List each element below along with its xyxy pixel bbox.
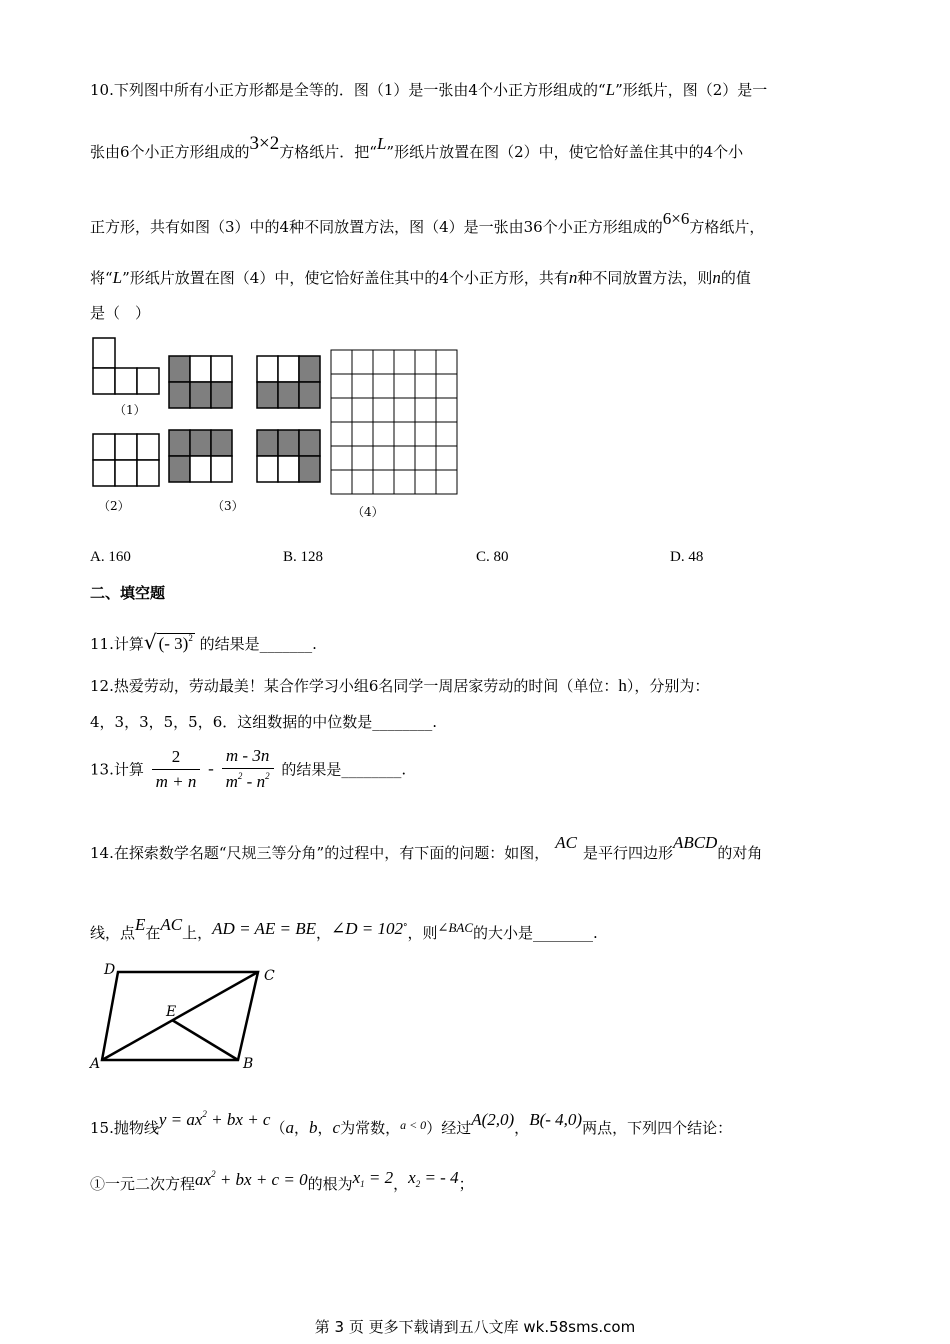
figure-2-label: （2） [98, 499, 130, 513]
grid-cell [436, 446, 457, 470]
grid-cell [352, 446, 373, 470]
grid-cell [415, 422, 436, 446]
option-b: B. 128 [283, 549, 324, 565]
q15-item1: ①一元二次方程$ax^2$ + bx + c = 0的根为$x_1 = 2$，$x_2$ = - 4； [90, 1168, 474, 1193]
grid-cell [352, 350, 373, 374]
grid-cell [352, 422, 373, 446]
grid-cell [373, 446, 394, 470]
option-a: A. 160 [90, 549, 131, 565]
q15-line1: 15.抛物线$y = ax^2$ + bx + c（a，b，c为常数，$^{a < 0}$）经过A(2,0)，B(- 4,0)两点，下列四个结论： [90, 1109, 733, 1137]
grid-cell [436, 350, 457, 374]
fraction-1: $\frac{2}{m + n}$ [152, 747, 201, 792]
q14-parallelogram-figure [88, 960, 288, 1075]
grid-cell [331, 470, 352, 494]
grid-cell [394, 350, 415, 374]
grid-cell [352, 374, 373, 398]
grid-cell [352, 398, 373, 422]
grid-cell [373, 350, 394, 374]
q10-line5: 是（ ） [90, 304, 151, 322]
option-c: C. 80 [476, 549, 509, 565]
figure-3-label: （3） [212, 499, 244, 513]
grid-cell [373, 398, 394, 422]
figure-3-placement-b [257, 356, 320, 408]
page-footer: 第 3 页 更多下载请到五八文库 wk.58sms.com [314, 1318, 636, 1336]
point-d-label: D [104, 962, 116, 978]
q14-line2: 线，点E在AC上，AD = AE = BE，∠D = 102°，则∠BAC的大小是________. [90, 915, 598, 942]
point-e-label: E [166, 1004, 177, 1020]
q10-line2: 张由6个小正方形组成的3×2方格纸片．把“L”形纸片放置在图（2）中，使它恰好盖住其中的4个小 [90, 133, 744, 161]
figure-3-placement-d [257, 430, 320, 482]
q10-line3: 正方形，共有如图（3）中的4种不同放置方法，图（4）是一张由36个小正方形组成的6×6方格纸片， [90, 209, 765, 236]
figure-3-placement-a [169, 356, 232, 408]
grid-cell [436, 398, 457, 422]
q12-line2: 4，3，3，5，5，6．这组数据的中位数是________. [90, 713, 438, 731]
q12-line1: 12.热爱劳动，劳动最美！某合作学习小组6名同学一周居家劳动的时间（单位：h），分别为： [90, 676, 710, 695]
grid-cell [331, 398, 352, 422]
grid-cell [394, 422, 415, 446]
grid-cell [394, 374, 415, 398]
figure-4-label: （4） [352, 505, 384, 519]
fraction-2: $\frac{m - 3n}{m^2 - n^2}$ [222, 746, 274, 792]
option-d: D. 48 [670, 549, 704, 565]
point-a-label: A [90, 1056, 101, 1072]
q10-line1: 10.下列图中所有小正方形都是全等的．图（1）是一张由4个小正方形组成的“L”形纸片，图（2）是一 [90, 80, 768, 99]
grid-cell [331, 350, 352, 374]
grid-cell [415, 446, 436, 470]
grid-cell [394, 446, 415, 470]
point-c-label: C [264, 968, 275, 984]
sqrt-radicand: (- 3)$^2$ [158, 633, 193, 653]
grid-cell [394, 470, 415, 494]
point-b-label: B [243, 1056, 254, 1072]
grid-cell [415, 350, 436, 374]
figure-1-l-shape [93, 338, 159, 394]
grid-cell [415, 470, 436, 494]
grid-cell [373, 470, 394, 494]
grid-cell [331, 422, 352, 446]
sqrt-symbol: √ [143, 630, 157, 654]
section-heading: 二、填空题 [90, 584, 166, 602]
q10-line4: 将“L”形纸片放置在图（4）中，使它恰好盖住其中的4个小正方形，共有n种不同放置方法，则n的值 [90, 268, 751, 287]
grid-cell [373, 374, 394, 398]
grid-cell [415, 374, 436, 398]
grid-cell [331, 446, 352, 470]
grid-cell [331, 374, 352, 398]
grid-cell [373, 422, 394, 446]
grid-cell [436, 422, 457, 446]
figure-3-placement-c [169, 430, 232, 482]
q13: 13.计算 $\frac{2}{m + n}$ - $\frac{m - 3n}{m^2 - n^2}$ 的结果是________. [90, 746, 407, 791]
q10-figures [88, 336, 468, 526]
grid-cell [352, 470, 373, 494]
figure-1-label: （1） [114, 403, 146, 417]
figure-2-grid [93, 434, 159, 486]
grid-cell [436, 374, 457, 398]
q11: 11.计算√ (- 3)$^2$ 的结果是_______. [90, 630, 317, 654]
q14-line1: 14.在探索数学名题“尺规三等分角”的过程中，有下面的问题：如图，AC是平行四边形ABCD的对角 [90, 833, 763, 862]
grid-cell [436, 470, 457, 494]
grid-cell [394, 398, 415, 422]
grid-cell [415, 398, 436, 422]
figure-4-grid [331, 350, 457, 494]
